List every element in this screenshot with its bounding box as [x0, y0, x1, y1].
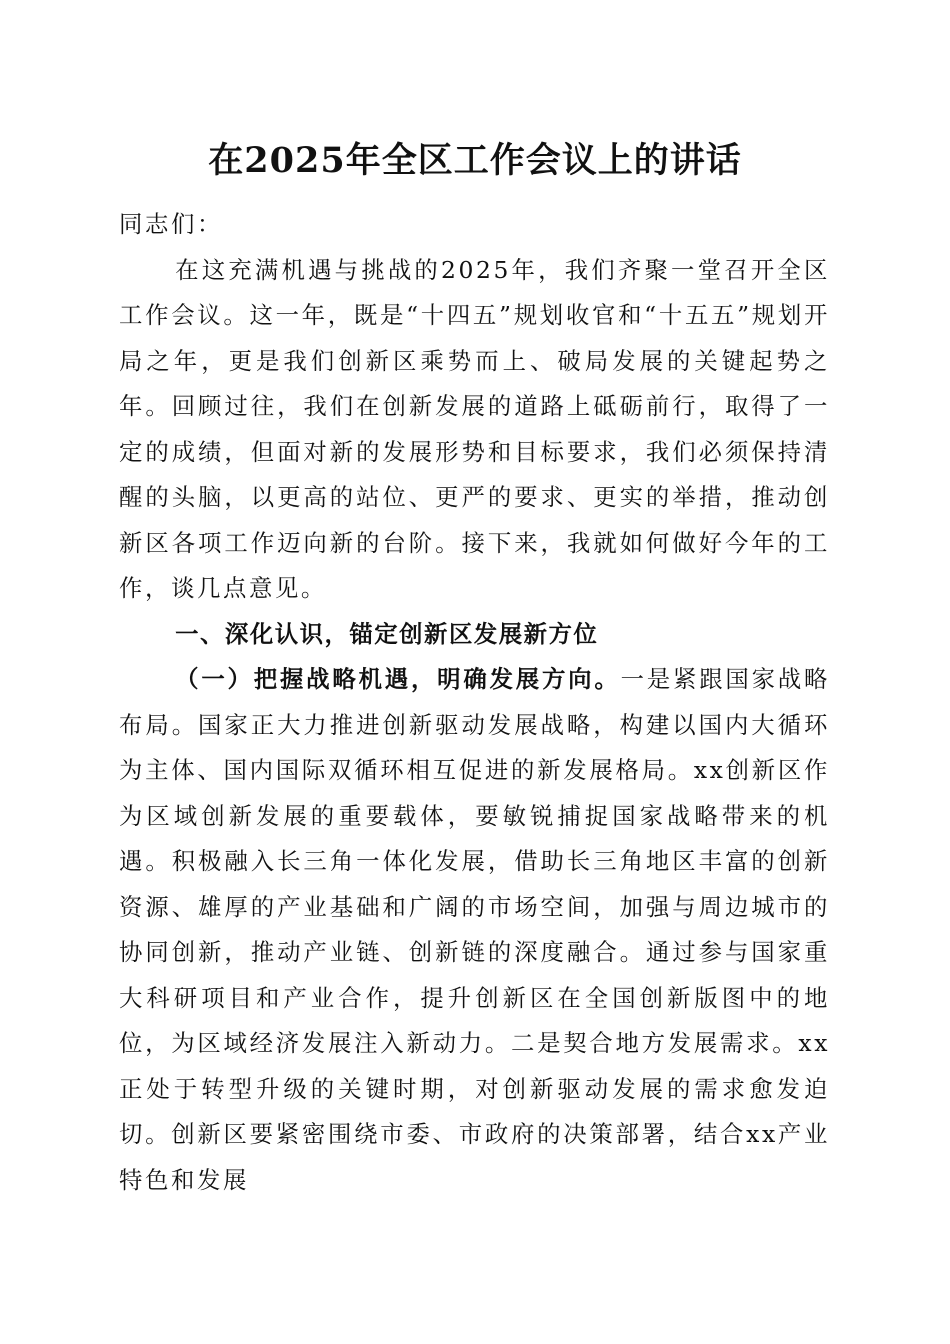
- subsection-body: 一是紧跟国家战略布局。国家正大力推进创新驱动发展战略，构建以国内大循环为主体、国内国际双循环相互促进的新发展格局。xx创新区作为区域创新发展的重要载体，要敏锐捕捉国家战略带来的机遇。积极融入长三角一体化发展，借助长三角地区丰富的创新资源、雄厚的产业基础和广阔的市场空间，加强与周边城市的协同创新，推动产业链、创新链的深度融合。通过参与国家重大科研项目和产业合作，提升创新区在全国创新版图中的地位，为区域经济发展注入新动力。二是契合地方发展需求。xx正处于转型升级的关键时期，对创新驱动发展的需求愈发迫切。创新区要紧密围绕市委、市政府的决策部署，结合xx产业特色和发展: [119, 665, 830, 1194]
- salutation: 同志们：: [119, 210, 223, 238]
- section-heading: 一、深化认识，锚定创新区发展新方位: [175, 619, 599, 648]
- document-title: 在2025年全区工作会议上的讲话: [208, 140, 742, 181]
- document-body: [119, 202, 830, 1203]
- subsection-paragraph: [119, 657, 830, 1203]
- intro-paragraph: 在这充满机遇与挑战的2025年，我们齐聚一堂召开全区工作会议。这一年，既是“十四五”规划收官和“十五五”规划开局之年，更是我们创新区乘势而上、破局发展的关键起势之年。回顾过往，我们在创新发展的道路上砥砺前行，取得了一定的成绩，但面对新的发展形势和目标要求，我们必须保持清醒的头脑，以更高的站位、更严的要求、更实的举措，推动创新区各项工作迈向新的台阶。接下来，我就如何做好今年的工作，谈几点意见。: [119, 255, 830, 602]
- subsection-heading: （一）把握战略机遇，明确发展方向。: [175, 665, 621, 693]
